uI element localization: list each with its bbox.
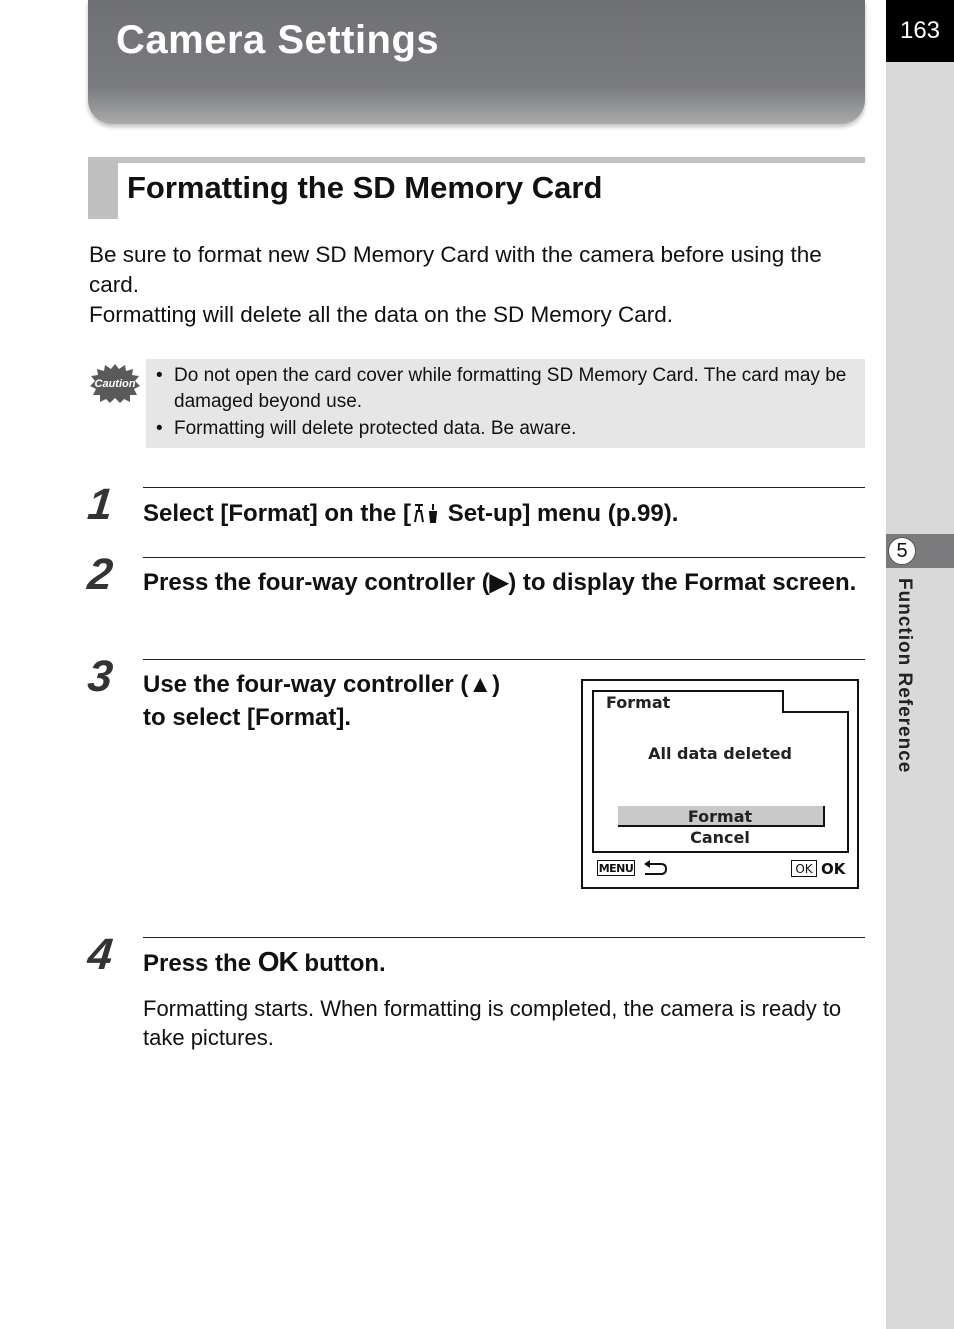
screen-message: All data deleted bbox=[648, 744, 792, 763]
step-rule bbox=[143, 487, 865, 488]
chapter-label: Function Reference bbox=[894, 578, 915, 774]
section-title: Formatting the SD Memory Card bbox=[127, 170, 603, 205]
option-format[interactable]: Format bbox=[687, 807, 753, 826]
step-3-line: Use the four-way controller (▲) bbox=[143, 671, 501, 698]
step-number: 2 bbox=[85, 550, 116, 599]
wrench-icon bbox=[411, 502, 441, 524]
intro-paragraph: Be sure to format new SD Memory Card with the camera before using the card. bbox=[89, 242, 822, 297]
format-screen bbox=[581, 679, 859, 889]
step-4-after: button. bbox=[297, 950, 386, 977]
menu-key-icon: MENU bbox=[598, 861, 634, 875]
step-rule bbox=[143, 659, 865, 660]
step-3-text bbox=[143, 668, 563, 734]
section-marker bbox=[88, 157, 118, 219]
intro-text bbox=[89, 240, 869, 330]
caution-list bbox=[156, 363, 861, 443]
ok-button-glyph: OK bbox=[257, 946, 298, 977]
page-number: 163 bbox=[886, 0, 954, 62]
chapter-number: 5 bbox=[888, 537, 916, 565]
intro-paragraph: Formatting will delete all the data on the SD Memory Card. bbox=[89, 302, 674, 327]
ok-label: OK bbox=[821, 860, 846, 878]
step-number: 3 bbox=[85, 652, 116, 701]
page-title: Camera Settings bbox=[116, 18, 440, 62]
step-4-before: Press the bbox=[143, 950, 258, 977]
step-1-text: Select [Format] on the [ Set-up] menu (p.99). bbox=[143, 500, 679, 527]
step-number: 1 bbox=[85, 480, 116, 529]
option-cancel[interactable]: Cancel bbox=[690, 828, 750, 847]
step-rule bbox=[143, 937, 865, 938]
step-4-description: Formatting starts. When formatting is completed, the camera is ready to take pictures. bbox=[143, 996, 842, 1050]
caution-item: • Do not open the card cover while formatting SD Memory Card. The card may be damaged beyond use. bbox=[156, 363, 861, 415]
step-4-text bbox=[143, 945, 386, 980]
ok-key-icon: OK bbox=[791, 860, 817, 877]
screen-frame-top bbox=[782, 711, 849, 713]
caution-icon-label: Caution bbox=[94, 378, 136, 390]
step-2-text: Press the four-way controller (▶) to display the Format screen. bbox=[143, 569, 857, 596]
screen-tab-label: Format bbox=[606, 693, 671, 712]
step-rule bbox=[143, 557, 865, 558]
step-3-line: to select [Format]. bbox=[143, 704, 352, 731]
back-arrow-icon bbox=[641, 859, 669, 877]
step-number: 4 bbox=[85, 930, 116, 979]
caution-item: • Formatting will delete protected data. Be aware. bbox=[156, 416, 861, 442]
section-rule bbox=[88, 157, 865, 163]
caution-icon bbox=[90, 363, 140, 403]
